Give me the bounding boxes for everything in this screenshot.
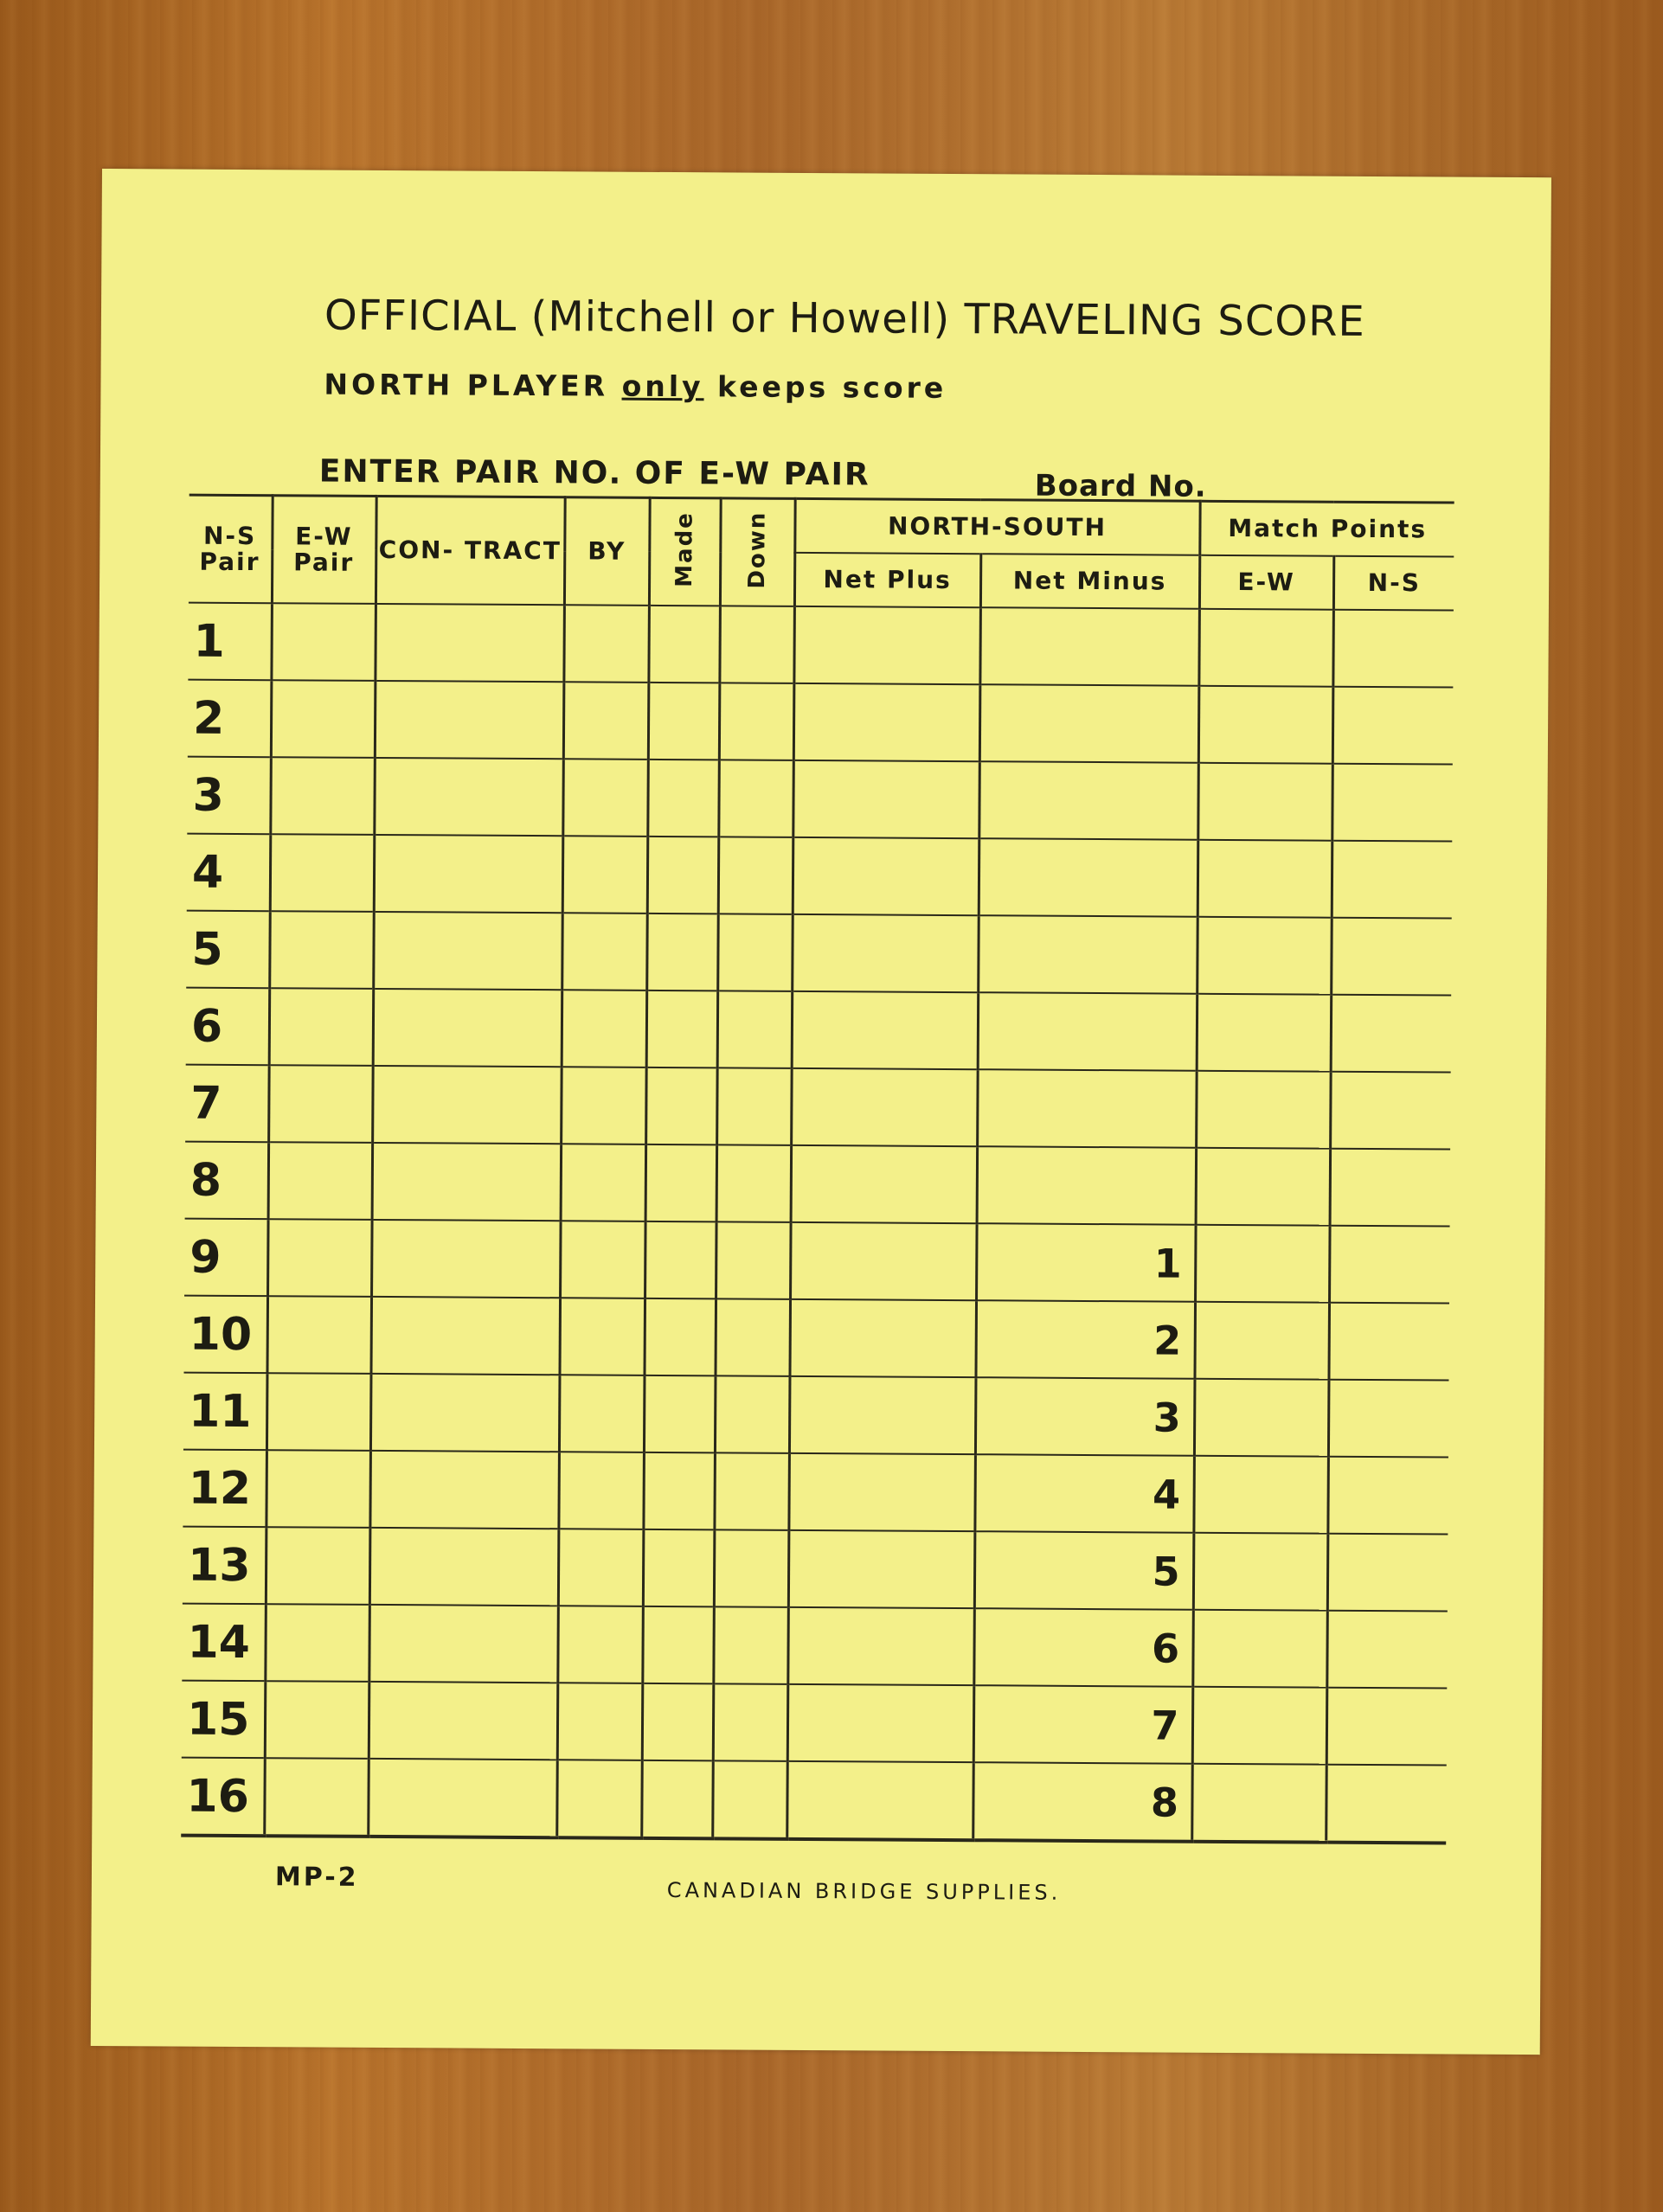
score-row: [185, 1142, 1451, 1227]
ns-pair-number: 15: [182, 1681, 266, 1759]
by-cell[interactable]: [562, 913, 647, 991]
mp-ew-cell[interactable]: [1198, 609, 1333, 687]
sheet-title: OFFICIAL (Mitchell or Howell) TRAVELING SCORE: [324, 291, 1365, 346]
down-cell[interactable]: [713, 1606, 788, 1684]
by-cell[interactable]: [562, 990, 647, 1068]
by-cell[interactable]: [561, 1067, 646, 1144]
mp-ew-cell[interactable]: [1197, 917, 1332, 995]
by-cell[interactable]: [559, 1375, 645, 1452]
made-cell[interactable]: [647, 837, 719, 914]
net-plus-cell[interactable]: [793, 837, 979, 915]
score-row: [187, 834, 1453, 919]
ns-pair-number: 16: [181, 1758, 265, 1837]
mp-ew-cell[interactable]: [1193, 1533, 1328, 1611]
down-cell[interactable]: [716, 1144, 792, 1222]
contract-cell[interactable]: [368, 1759, 557, 1837]
mp-ns-cell[interactable]: [1327, 1534, 1448, 1612]
mp-ew-cell[interactable]: [1194, 1379, 1329, 1457]
by-cell[interactable]: [558, 1529, 644, 1606]
net-minus-cell[interactable]: 4: [974, 1454, 1194, 1533]
contract-cell[interactable]: [369, 1605, 558, 1683]
mp-ns-cell[interactable]: [1331, 918, 1452, 996]
ew-pair-cell[interactable]: [269, 988, 374, 1066]
down-cell[interactable]: [716, 1221, 791, 1299]
contract-cell[interactable]: [369, 1528, 559, 1606]
down-cell[interactable]: [714, 1529, 789, 1607]
net-minus-cell[interactable]: 7: [973, 1685, 1193, 1764]
header-made: [649, 497, 721, 606]
net-minus-cell[interactable]: 2: [975, 1300, 1195, 1379]
mp-ns-cell[interactable]: [1330, 1072, 1451, 1150]
ns-pair-number: 10: [184, 1296, 268, 1374]
subtitle-emphasis: only: [621, 369, 704, 404]
ew-pair-cell[interactable]: [267, 1219, 372, 1297]
net-plus-cell[interactable]: [788, 1453, 975, 1531]
made-cell[interactable]: [642, 1606, 714, 1683]
header-made-label: Made: [671, 511, 698, 588]
ew-pair-cell[interactable]: [266, 1373, 371, 1451]
by-cell[interactable]: [559, 1298, 645, 1375]
score-sheet: [91, 169, 1551, 2055]
contract-cell[interactable]: [375, 681, 564, 759]
mp-ns-cell[interactable]: [1330, 1149, 1451, 1227]
enter-pair-instruction: ENTER PAIR NO. OF E-W PAIR: [318, 453, 870, 493]
mp-ns-cell[interactable]: [1326, 1611, 1448, 1689]
made-cell[interactable]: [643, 1452, 715, 1529]
net-minus-cell[interactable]: [979, 761, 1198, 840]
mp-ew-cell[interactable]: [1197, 994, 1332, 1072]
net-minus-cell[interactable]: [977, 1069, 1197, 1148]
ns-pair-number: 2: [188, 680, 272, 758]
net-plus-cell[interactable]: [793, 760, 979, 838]
ew-pair-cell[interactable]: [265, 1604, 369, 1682]
by-cell[interactable]: [557, 1606, 643, 1683]
header-net-plus: Net Plus: [794, 553, 980, 607]
mp-ns-cell[interactable]: [1327, 1457, 1448, 1535]
form-code: MP-2: [274, 1862, 359, 1893]
score-row: [183, 1527, 1448, 1612]
down-cell[interactable]: [718, 837, 793, 914]
net-plus-cell[interactable]: [787, 1607, 974, 1685]
mp-ew-cell[interactable]: [1196, 1148, 1331, 1226]
net-plus-cell[interactable]: [788, 1530, 975, 1608]
down-cell[interactable]: [719, 683, 794, 760]
made-cell[interactable]: [647, 760, 719, 837]
down-cell[interactable]: [713, 1683, 788, 1761]
net-minus-cell[interactable]: 6: [973, 1608, 1193, 1687]
net-plus-cell[interactable]: [793, 606, 980, 684]
ew-pair-cell[interactable]: [268, 1142, 373, 1220]
mp-ew-cell[interactable]: [1192, 1610, 1327, 1688]
ew-pair-cell[interactable]: [270, 834, 375, 912]
score-row: [183, 1450, 1448, 1535]
net-minus-cell[interactable]: 1: [976, 1223, 1196, 1302]
mp-ns-cell[interactable]: [1328, 1380, 1449, 1458]
contract-cell[interactable]: [374, 758, 563, 836]
down-cell[interactable]: [715, 1375, 790, 1453]
made-cell[interactable]: [643, 1529, 715, 1606]
net-plus-cell[interactable]: [789, 1299, 976, 1377]
score-row: [188, 603, 1454, 688]
by-cell[interactable]: [561, 1144, 646, 1221]
contract-cell[interactable]: [373, 989, 562, 1067]
down-cell[interactable]: [718, 760, 793, 837]
ew-pair-cell[interactable]: [266, 1450, 370, 1528]
ns-pair-number: 1: [188, 603, 272, 681]
net-minus-cell[interactable]: [978, 992, 1197, 1071]
by-cell[interactable]: [563, 682, 649, 760]
board-number-label: Board No.: [1034, 468, 1207, 504]
contract-cell[interactable]: [375, 604, 564, 682]
net-plus-cell[interactable]: [792, 914, 979, 992]
header-north-south: NORTH-SOUTH: [794, 498, 1199, 555]
contract-cell[interactable]: [372, 1143, 562, 1221]
ew-pair-cell[interactable]: [268, 1065, 373, 1143]
mp-ew-cell[interactable]: [1193, 1456, 1328, 1534]
header-down: [720, 498, 795, 606]
mp-ns-cell[interactable]: [1329, 1226, 1450, 1304]
score-row: [187, 757, 1453, 842]
traveling-score-table: [181, 494, 1454, 1845]
down-cell[interactable]: [712, 1760, 787, 1839]
mp-ew-cell[interactable]: [1194, 1302, 1329, 1380]
ns-pair-number: 3: [187, 757, 271, 835]
by-cell[interactable]: [562, 759, 648, 837]
down-cell[interactable]: [714, 1452, 789, 1530]
contract-cell[interactable]: [374, 835, 563, 913]
net-plus-cell[interactable]: [791, 1145, 978, 1223]
net-plus-cell[interactable]: [789, 1376, 976, 1454]
score-row: [186, 988, 1452, 1073]
mp-ew-cell[interactable]: [1192, 1687, 1327, 1765]
ew-pair-cell[interactable]: [271, 603, 376, 681]
contract-cell[interactable]: [369, 1682, 558, 1760]
score-row: [188, 680, 1454, 765]
ns-pair-number: 8: [185, 1142, 269, 1220]
net-plus-cell[interactable]: [791, 1068, 978, 1146]
mp-ew-cell[interactable]: [1198, 686, 1333, 764]
mp-ew-cell[interactable]: [1196, 1071, 1331, 1149]
header-ew-pair: E-W Pair: [272, 496, 376, 604]
down-cell[interactable]: [716, 1068, 792, 1145]
subtitle-part-2: keeps score: [703, 369, 947, 405]
contract-cell[interactable]: [369, 1451, 559, 1529]
mp-ew-cell[interactable]: [1195, 1225, 1330, 1303]
net-minus-cell[interactable]: [979, 607, 1199, 686]
net-plus-cell[interactable]: [787, 1684, 974, 1762]
ns-pair-number: 13: [183, 1527, 266, 1605]
ns-pair-number: 12: [183, 1450, 266, 1528]
ns-pair-number: 4: [187, 834, 271, 912]
by-cell[interactable]: [563, 605, 649, 683]
ew-pair-cell[interactable]: [270, 757, 375, 835]
made-cell[interactable]: [648, 683, 720, 760]
down-cell[interactable]: [717, 991, 793, 1068]
ns-pair-number: 7: [185, 1065, 269, 1143]
down-cell[interactable]: [719, 606, 794, 683]
mp-ew-cell[interactable]: [1191, 1764, 1326, 1843]
down-cell[interactable]: [715, 1298, 790, 1376]
made-cell[interactable]: [645, 1068, 717, 1144]
mp-ew-cell[interactable]: [1197, 763, 1332, 841]
net-minus-cell[interactable]: 5: [974, 1531, 1194, 1610]
made-cell[interactable]: [644, 1298, 716, 1375]
net-plus-cell[interactable]: [792, 991, 979, 1069]
mp-ns-cell[interactable]: [1332, 687, 1454, 765]
mp-ns-cell[interactable]: [1332, 764, 1453, 842]
ew-pair-cell[interactable]: [266, 1296, 371, 1374]
net-minus-cell[interactable]: [978, 915, 1197, 994]
header-net-minus: Net Minus: [980, 554, 1199, 609]
header-mp-ew: E-W: [1199, 555, 1333, 610]
made-cell[interactable]: [644, 1375, 716, 1452]
score-row: [182, 1681, 1448, 1766]
made-cell[interactable]: [642, 1683, 714, 1760]
net-minus-cell[interactable]: [979, 684, 1199, 763]
header-match-points: Match Points: [1199, 501, 1454, 556]
net-plus-cell[interactable]: [787, 1761, 973, 1840]
header-mp-ns: N-S: [1333, 556, 1454, 611]
by-cell[interactable]: [560, 1221, 645, 1298]
ew-pair-cell[interactable]: [266, 1527, 370, 1605]
mp-ns-cell[interactable]: [1326, 1688, 1448, 1766]
mp-ns-cell[interactable]: [1331, 995, 1452, 1073]
score-row: [182, 1604, 1448, 1689]
subtitle-part-1: NORTH PLAYER: [324, 367, 622, 403]
mp-ns-cell[interactable]: [1326, 1765, 1447, 1843]
net-minus-cell[interactable]: 3: [975, 1377, 1195, 1456]
net-plus-cell[interactable]: [790, 1222, 977, 1300]
mp-ns-cell[interactable]: [1328, 1303, 1449, 1381]
made-cell[interactable]: [645, 1144, 717, 1221]
contract-cell[interactable]: [371, 1220, 561, 1298]
ns-pair-number: 9: [184, 1219, 268, 1297]
down-cell[interactable]: [717, 914, 793, 991]
by-cell[interactable]: [556, 1760, 642, 1838]
made-cell[interactable]: [648, 606, 720, 683]
ew-pair-cell[interactable]: [264, 1758, 369, 1837]
contract-cell[interactable]: [372, 1066, 562, 1144]
score-row: [183, 1373, 1449, 1458]
by-cell[interactable]: [558, 1452, 644, 1529]
score-row: [185, 1065, 1451, 1150]
mp-ew-cell[interactable]: [1197, 840, 1332, 918]
header-down-label: Down: [744, 510, 771, 589]
ew-pair-cell[interactable]: [265, 1681, 369, 1759]
contract-cell[interactable]: [370, 1374, 560, 1452]
score-row: [186, 911, 1452, 996]
made-cell[interactable]: [646, 914, 718, 991]
ns-pair-number: 5: [186, 911, 270, 989]
ns-pair-number: 14: [182, 1604, 266, 1682]
contract-cell[interactable]: [370, 1297, 560, 1375]
ew-pair-cell[interactable]: [269, 911, 374, 989]
sheet-subtitle: [324, 368, 947, 405]
score-row: [184, 1296, 1450, 1381]
score-row: [181, 1758, 1447, 1843]
made-cell[interactable]: [645, 1221, 716, 1298]
mp-ns-cell[interactable]: [1332, 610, 1454, 688]
net-minus-cell[interactable]: 8: [973, 1762, 1192, 1842]
header-ns-pair: N-S Pair: [189, 495, 273, 603]
contract-cell[interactable]: [373, 912, 562, 990]
ew-pair-cell[interactable]: [271, 680, 376, 758]
made-cell[interactable]: [641, 1760, 713, 1838]
ns-pair-number: 6: [186, 988, 270, 1066]
header-by: BY: [564, 497, 650, 606]
mp-ns-cell[interactable]: [1332, 841, 1453, 919]
publisher-name: CANADIAN BRIDGE SUPPLIES.: [666, 1878, 1062, 1905]
net-minus-cell[interactable]: [977, 1146, 1197, 1225]
by-cell[interactable]: [557, 1683, 643, 1760]
header-contract: CON- TRACT: [376, 496, 565, 605]
by-cell[interactable]: [562, 836, 648, 914]
net-plus-cell[interactable]: [793, 683, 980, 761]
score-row: [184, 1219, 1450, 1304]
net-minus-cell[interactable]: [979, 838, 1198, 917]
ns-pair-number: 11: [183, 1373, 267, 1451]
made-cell[interactable]: [646, 991, 718, 1068]
